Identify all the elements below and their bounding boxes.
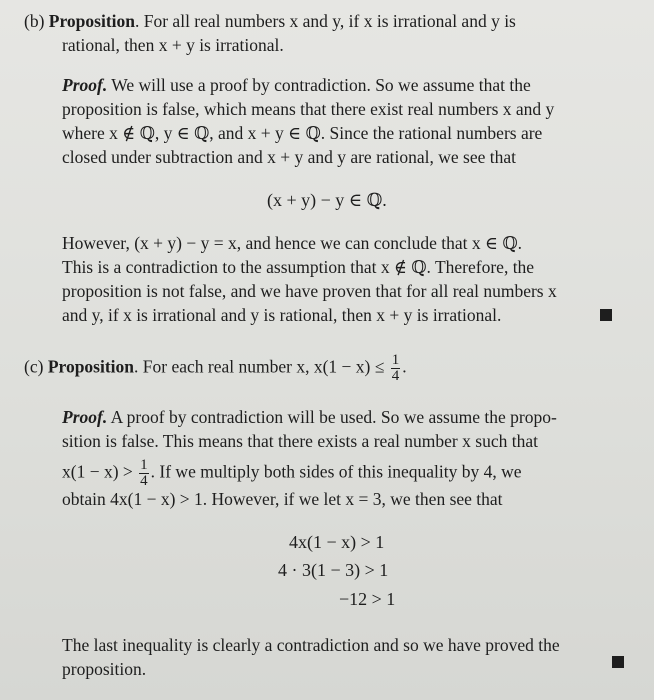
part-c-qed-square bbox=[612, 656, 624, 668]
part-c-heading: Proposition bbox=[47, 356, 135, 377]
part-c-final-line1: The last inequality is clearly a contradiction and so we have proved the bbox=[62, 635, 560, 655]
part-b-conclusion-line3: proposition is not false, and we have proven that for all real numbers x bbox=[62, 281, 557, 301]
part-c-statement: (c) Proposition. For each real number x, x(1 − x) ≤ $\frac{1}{4}$ . bbox=[24, 352, 407, 384]
part-b-statement-line2: rational, then x + y is irrational. bbox=[62, 35, 284, 55]
part-b-statement-line1 bbox=[24, 10, 516, 32]
part-c-proof-word: Proof. bbox=[62, 407, 108, 427]
part-b-proof-line4: closed under subtraction and x + y and y are rational, we see that bbox=[62, 147, 517, 167]
part-b-proof-text1: We will use a proof by contradiction. So we assume that the bbox=[107, 75, 531, 95]
part-b-heading: Proposition bbox=[48, 11, 135, 31]
part-c-proof-line1 bbox=[62, 406, 557, 428]
part-b-proof-word: Proof. bbox=[62, 75, 108, 95]
part-c-equation-2: 4 · 3(1 − 3) > 1 bbox=[278, 560, 389, 580]
part-c-proof-line3: x(1 − x) > $\frac{1}{4}$ . If we multiply both sides of this inequality by 4, we bbox=[62, 457, 522, 489]
part-b-proof-line3: where x ∉ ℚ, y ∈ ℚ, and x + y ∈ ℚ. Since the rational numbers are bbox=[62, 123, 543, 143]
part-c-final-line2: proposition. bbox=[62, 659, 147, 679]
part-c-fraction-one-quarter: $\frac{1}{4}$ bbox=[391, 352, 400, 384]
part-c-proof-text1: A proof by contradiction will be used. So we assume the propo- bbox=[107, 407, 557, 427]
part-c-label: (c) bbox=[24, 356, 44, 377]
part-b-conclusion-line1: However, (x + y) − y = x, and hence we can conclude that x ∈ ℚ. bbox=[62, 233, 522, 253]
part-c-statement-text: . For each real number x, x(1 − x) ≤ bbox=[134, 356, 385, 377]
part-c-fraction-inline: $\frac{1}{4}$ bbox=[140, 457, 148, 489]
part-c-equation-3: −12 > 1 bbox=[339, 589, 396, 609]
part-b-proof-line2: proposition is false, which means that there exist real numbers x and y bbox=[62, 99, 555, 119]
part-b-conclusion-line2: This is a contradiction to the assumption that x ∉ ℚ. Therefore, the bbox=[62, 257, 535, 277]
part-b-proof-line1 bbox=[62, 74, 531, 96]
part-c-proof-line4: obtain 4x(1 − x) > 1. However, if we let x = 3, we then see that bbox=[62, 489, 503, 509]
part-b-conclusion-line4: and y, if x is irrational and y is rational, then x + y is irrational. bbox=[62, 305, 502, 325]
part-b-statement-text1: . For all real numbers x and y, if x is irrational and y is bbox=[135, 11, 516, 31]
part-c-proof-line2: sition is false. This means that there exists a real number x such that bbox=[62, 431, 538, 451]
part-c-equation-1: 4x(1 − x) > 1 bbox=[289, 532, 385, 552]
part-b-label: (b) bbox=[24, 11, 45, 31]
part-b-display-equation: (x + y) − y ∈ ℚ. bbox=[267, 190, 387, 210]
part-b-qed-square bbox=[600, 309, 612, 321]
